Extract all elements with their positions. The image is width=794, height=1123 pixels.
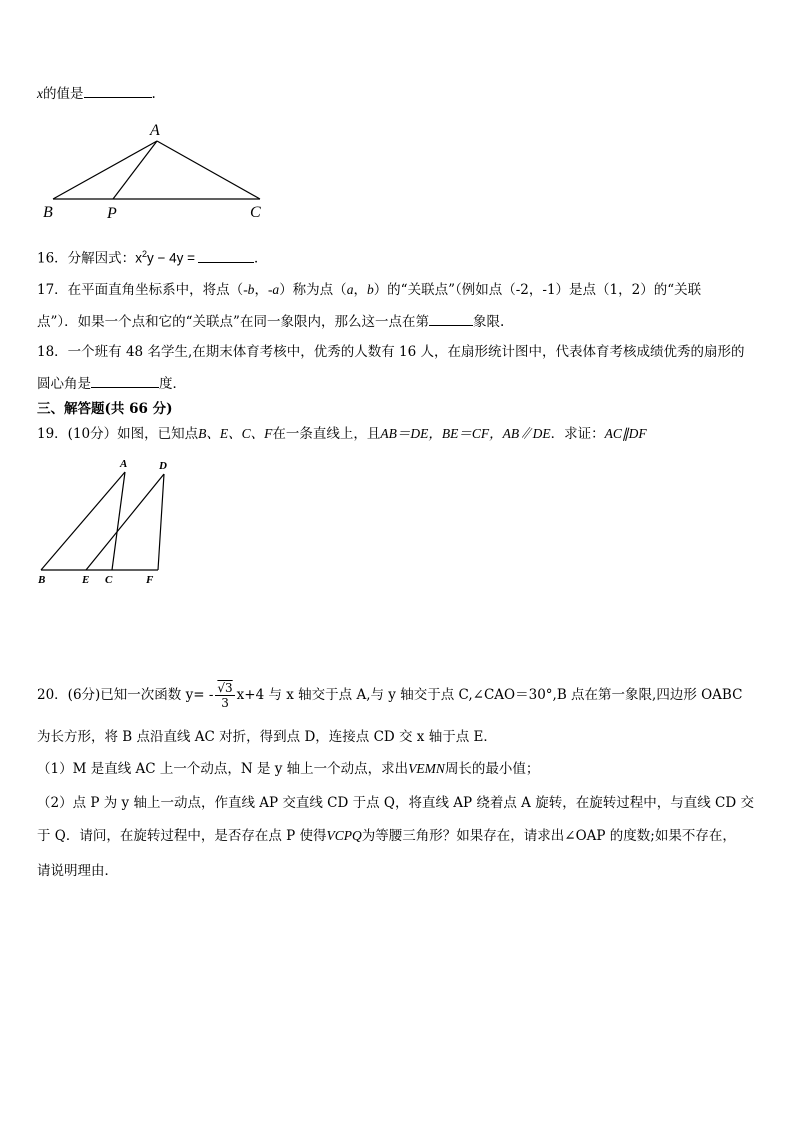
q15-text: 的值是 (43, 86, 84, 102)
q15-answer-blank[interactable] (84, 83, 152, 98)
q20-p2-text-c: 为等腰三角形？如果存在，请求出∠OAP 的度数;如果不存在， (361, 828, 736, 844)
section-3-heading: 三、解答题(共 66 分) (37, 401, 173, 417)
q15-tail-line (37, 83, 156, 103)
fig19-label-f: F (146, 574, 154, 586)
q20-part-2-line-1: （2）点 P 为 y 轴上一动点，作直线 AP 交直线 CD 于点 Q，将直线 AP 绕着点 A 旋转，在旋转过程中，与直线 CD 交 (37, 795, 754, 811)
q17-text-b: -b (243, 282, 255, 297)
q17-answer-blank[interactable] (429, 311, 473, 326)
q17-text-e: ）称为点（ (279, 282, 347, 298)
q20-part-1 (37, 760, 539, 778)
q20-fraction-denominator: 3 (221, 696, 229, 710)
q16-end: ． (253, 250, 268, 267)
q16-expr-rest: y − 4y = (146, 250, 195, 266)
q16-exponent: 2 (141, 249, 147, 259)
q18-answer-blank[interactable] (91, 373, 159, 388)
q17-line-1 (37, 281, 701, 299)
q15-end: . (151, 86, 156, 102)
fig15-label-c: C (250, 204, 261, 221)
q16-line (37, 245, 267, 268)
q20-part-2-line-2 (37, 827, 736, 845)
q18-text-b: 度． (159, 376, 186, 392)
q20-p1-text-a: （1）M 是直线 AC 上一个动点，N 是 y 轴上一个动点，求出 (37, 761, 409, 777)
q17-text-h: b (366, 282, 374, 297)
q19-text-f: AC∥DF (604, 426, 647, 441)
q16-expr-x: x (135, 250, 142, 266)
fig19-label-c: C (105, 574, 113, 586)
q17-text-g: ， (353, 282, 367, 298)
q16-prefix: 16．分解因式： (37, 250, 136, 267)
q20-p1-text-c: 周长的最小值； (444, 761, 540, 777)
q17-text-c: ， (254, 282, 268, 298)
q16-answer-blank[interactable] (198, 248, 254, 263)
q19-text-b: B、E、C、F (198, 426, 273, 441)
q19-line (37, 425, 647, 443)
q18-line-1: 18．一个班有 48 名学生,在期末体育考核中，优秀的人数有 16 人，在扇形统计图中，代表体育考核成绩优秀的扇形的 (37, 344, 745, 360)
q20-line-2: 为长方形，将 B 点沿直线 AC 对折，得到点 D，连接点 CD 交 x 轴于点 E． (37, 729, 497, 745)
fig15-label-b: B (43, 204, 53, 221)
q20-fraction-numerator: √3 (217, 681, 233, 695)
q20-text-a: 20．(6分)已知一次函数 y= - (37, 687, 214, 703)
q20-part-2-line-3: 请说明理由． (37, 863, 118, 879)
q17-text-l2b: 象限. (472, 314, 505, 330)
q17-text-l2a: 点”）．如果一个点和它的“关联点”在同一象限内，那么这一点在第 (37, 314, 429, 330)
q18-text-a: 圆心角是 (37, 376, 91, 392)
q20-text-b: x+4 与 x 轴交于点 A,与 y 轴交于点 C,∠CAO＝30°,B 点在第一象限,四边形 OABC (236, 687, 743, 703)
q18-line-2 (37, 373, 186, 393)
q20-line-1 (37, 681, 742, 710)
q20-p2-text-a: 于 Q．请问，在旋转过程中，是否存在点 P 使得 (37, 828, 327, 844)
fig15-label-p: P (107, 205, 117, 222)
q17-text-f: a (346, 282, 354, 297)
fig19-label-e: E (82, 574, 90, 586)
fig19-label-a: A (120, 458, 128, 470)
q19-text-c: 在一条直线上，且 (272, 426, 381, 442)
q17-text-d: -a (267, 282, 280, 297)
q20-p1-text-b: VEMN (408, 761, 445, 776)
triangle-figure-15 (40, 120, 280, 220)
q20-fraction (215, 681, 234, 710)
q17-text-a: 17．在平面直角坐标系中，将点（ (37, 282, 244, 298)
fig19-label-d: D (159, 460, 167, 472)
q17-text-i: ）的“关联点”（例如点（-2，-1）是点（1，2）的“关联 (373, 282, 702, 298)
q20-p2-text-b: VCPQ (326, 828, 362, 843)
q19-text-d: AB＝DE，BE＝CF，AB∥DE (380, 426, 551, 441)
fig15-label-a: A (150, 122, 160, 139)
q17-line-2 (37, 311, 504, 331)
parallel-lines-figure-19 (36, 455, 176, 595)
q19-text-a: 19．(10分）如图，已知点 (37, 426, 199, 442)
fig19-label-b: B (38, 574, 46, 586)
q15-variable: x (37, 86, 43, 101)
q19-text-e: ．求证： (550, 426, 605, 442)
